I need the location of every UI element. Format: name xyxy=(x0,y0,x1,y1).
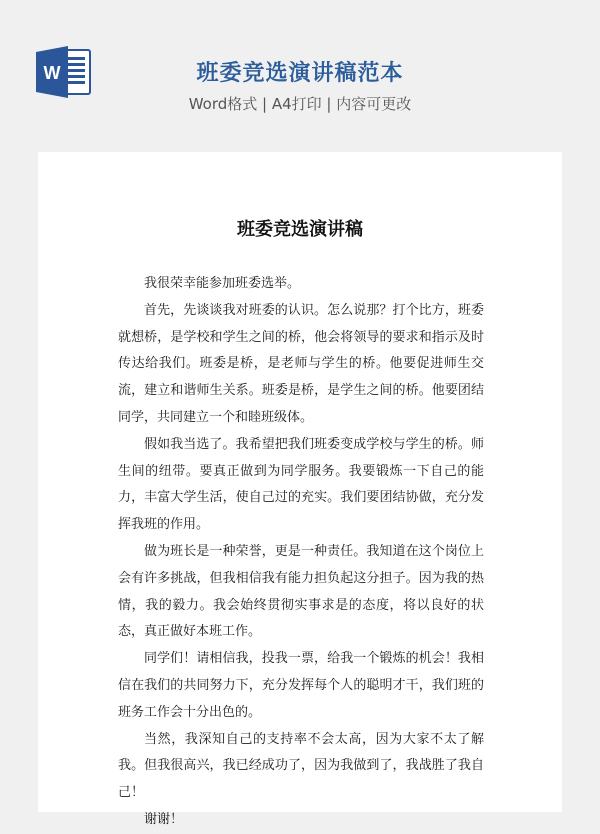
paragraph: 假如我当选了。我希望把我们班委变成学校与学生的桥。师生间的纽带。要真正做到为同学服务。我要锻炼一下自己的能力，丰富大学生活，使自己过的充实。我们要团结协做，充分发挥我班的作用。 xyxy=(118,436,484,533)
paragraph: 谢谢！ xyxy=(144,811,184,827)
paragraph: 首先，先谈谈我对班委的认识。怎么说那？打个比方，班委就想桥，是学校和学生之间的桥，他会将领导的要求和指示及时传达给我们。班委是桥，是老师与学生的桥。他要促进师生交流，建立和谐师生关系。班委是桥，是学生之间的桥。他要团结同学，共同建立一个和睦班级体。 xyxy=(118,302,484,425)
page-subtitle: Word格式 | A4打印 | 内容可更改 xyxy=(188,95,412,113)
document-body xyxy=(118,271,484,834)
document-page xyxy=(38,152,562,827)
document-title: 班委竞选演讲稿 xyxy=(237,219,363,240)
page-header xyxy=(0,0,600,150)
word-icon-letter: W xyxy=(43,63,61,83)
paragraph: 当然，我深知自己的支持率不会太高，因为大家不太了解我。但我很高兴，我已经成功了，因为我做到了，我战胜了我自己！ xyxy=(118,731,484,801)
paragraph: 做为班长是一种荣誉，更是一种责任。我知道在这个岗位上会有许多挑战，但我相信我有能力担负起这分担子。因为我的热情，我的毅力。我会始终贯彻实事求是的态度，将以良好的状态，真正做好本班工作。 xyxy=(118,543,484,640)
paragraph: 同学们！请相信我，投我一票，给我一个锻炼的机会！我相信在我们的共同努力下，充分发挥每个人的聪明才干，我们班的班务工作会十分出色的。 xyxy=(118,651,484,720)
page-title: 班委竞选演讲稿范本 xyxy=(196,61,404,86)
paragraph: 我很荣幸能参加班委选举。 xyxy=(144,276,301,291)
